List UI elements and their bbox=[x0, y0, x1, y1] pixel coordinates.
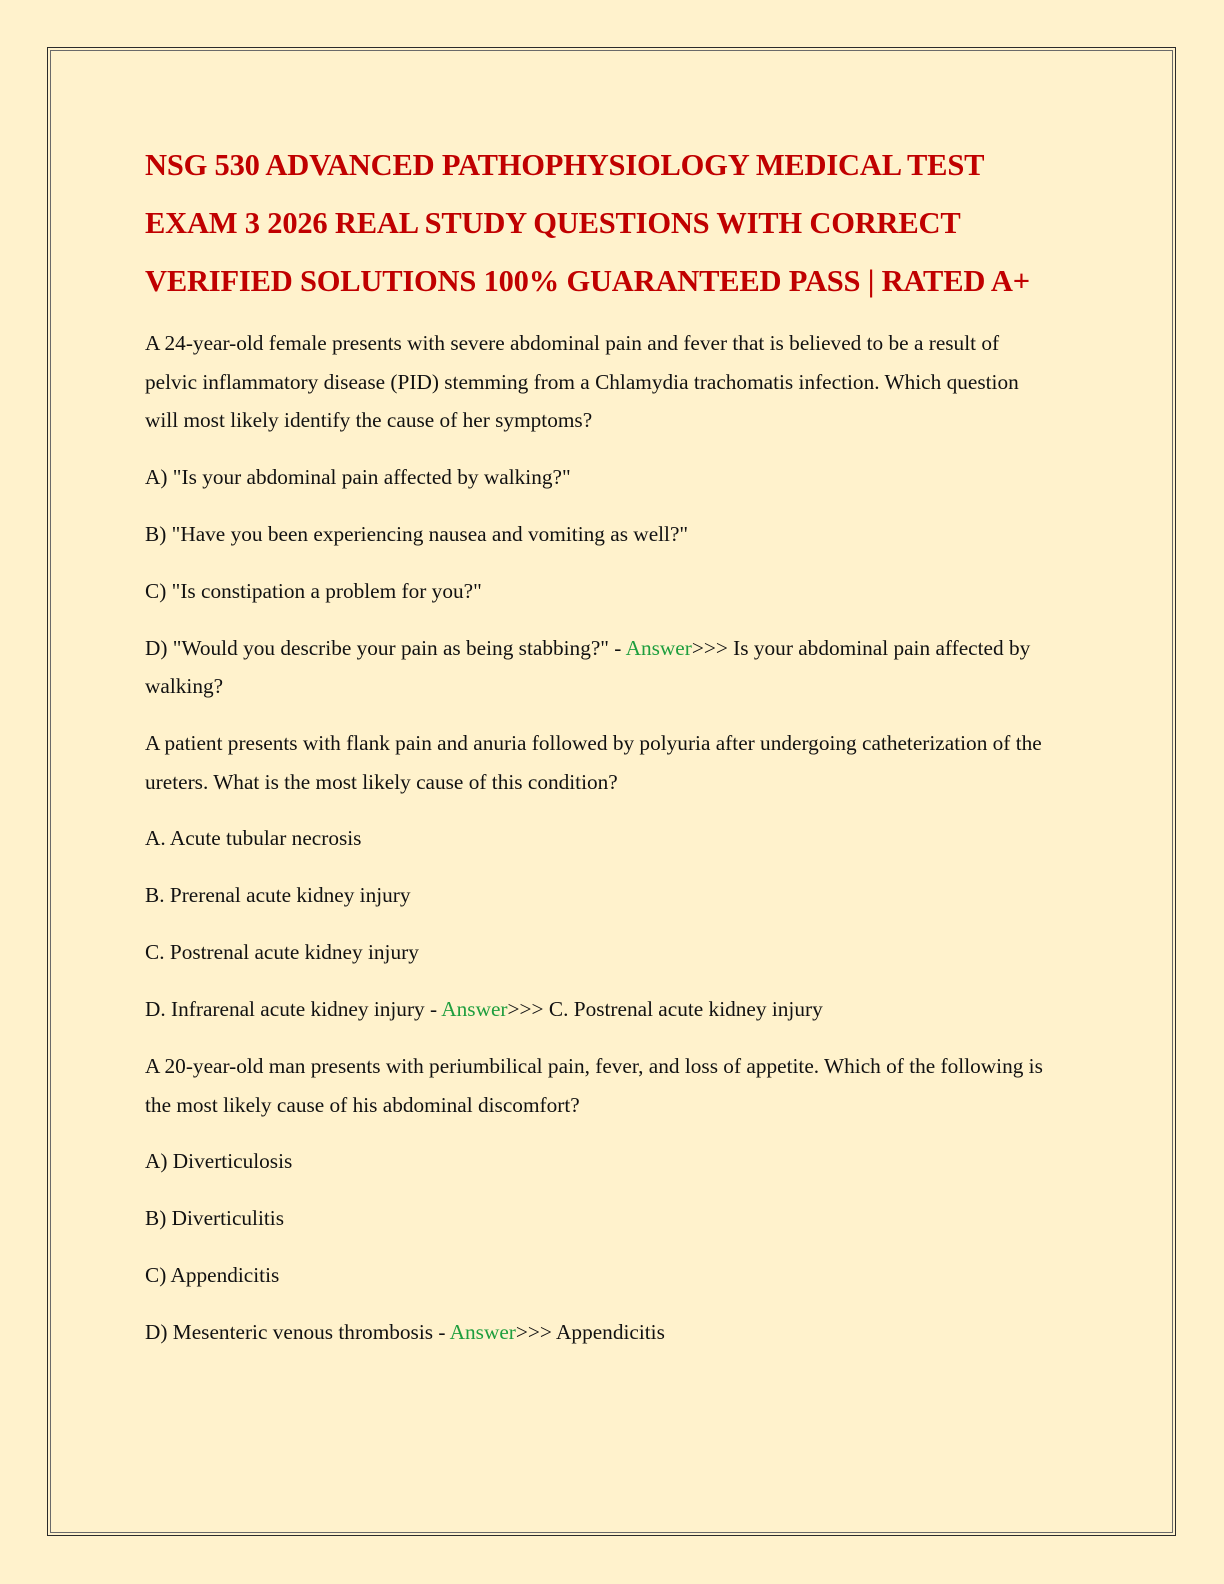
option-d-with-answer bbox=[145, 990, 1045, 1029]
question-block-1 bbox=[145, 324, 1045, 706]
option-c: C) "Is constipation a problem for you?" bbox=[145, 578, 482, 603]
question-stem: A patient presents with flank pain and anuria followed by polyuria after undergoing catheterization of the ureters. What is the most likely cause of this condition? bbox=[145, 731, 1042, 794]
option-c: C) Appendicitis bbox=[145, 1263, 280, 1287]
document-content bbox=[145, 136, 1045, 1370]
document-title: NSG 530 ADVANCED PATHOPHYSIOLOGY MEDICAL TEST EXAM 3 2026 REAL STUDY QUESTIONS WITH CORRECT VERIFIED SOLUTIONS 100% GUARANTEED PASS | RATED A+ bbox=[145, 148, 1030, 298]
answer-label: Answer bbox=[441, 997, 508, 1021]
option-a: A) Diverticulosis bbox=[145, 1149, 293, 1173]
option-d-with-answer bbox=[145, 1313, 1045, 1352]
option-d: D. Infrarenal acute kidney injury - bbox=[145, 997, 442, 1021]
answer-text: >>> Appendicitis bbox=[515, 1320, 665, 1344]
question-block-3 bbox=[145, 1047, 1045, 1352]
option-b: B) Diverticulitis bbox=[145, 1206, 285, 1230]
option-d-with-answer bbox=[145, 629, 1045, 706]
option-a: A. Acute tubular necrosis bbox=[145, 826, 362, 850]
answer-label: Answer bbox=[449, 1320, 516, 1344]
option-a: A) "Is your abdominal pain affected by walking?" bbox=[145, 464, 571, 489]
answer-text: >>> Is your abdominal pain affected by walking? bbox=[145, 635, 1031, 698]
question-stem: A 20-year-old man presents with periumbilical pain, fever, and loss of appetite. Which of the following is the most likely cause of his abdominal discomfort? bbox=[145, 1054, 1043, 1117]
option-c: C. Postrenal acute kidney injury bbox=[145, 940, 419, 964]
option-d: D) "Would you describe your pain as being stabbing?" - bbox=[145, 635, 626, 660]
question-block-2 bbox=[145, 724, 1045, 1029]
question-stem: A 24-year-old female presents with severe abdominal pain and fever that is believed to be a result of pelvic inflammatory disease (PID) stemming from a Chlamydia trachomatis infection. Which question will most likely identify the cause of her symptoms? bbox=[145, 331, 1019, 432]
answer-text: >>> C. Postrenal acute kidney injury bbox=[507, 997, 823, 1021]
option-d: D) Mesenteric venous thrombosis - bbox=[145, 1320, 450, 1344]
answer-label: Answer bbox=[625, 635, 692, 660]
option-b: B) "Have you been experiencing nausea and vomiting as well?" bbox=[145, 521, 689, 546]
option-b: B. Prerenal acute kidney injury bbox=[145, 883, 411, 907]
